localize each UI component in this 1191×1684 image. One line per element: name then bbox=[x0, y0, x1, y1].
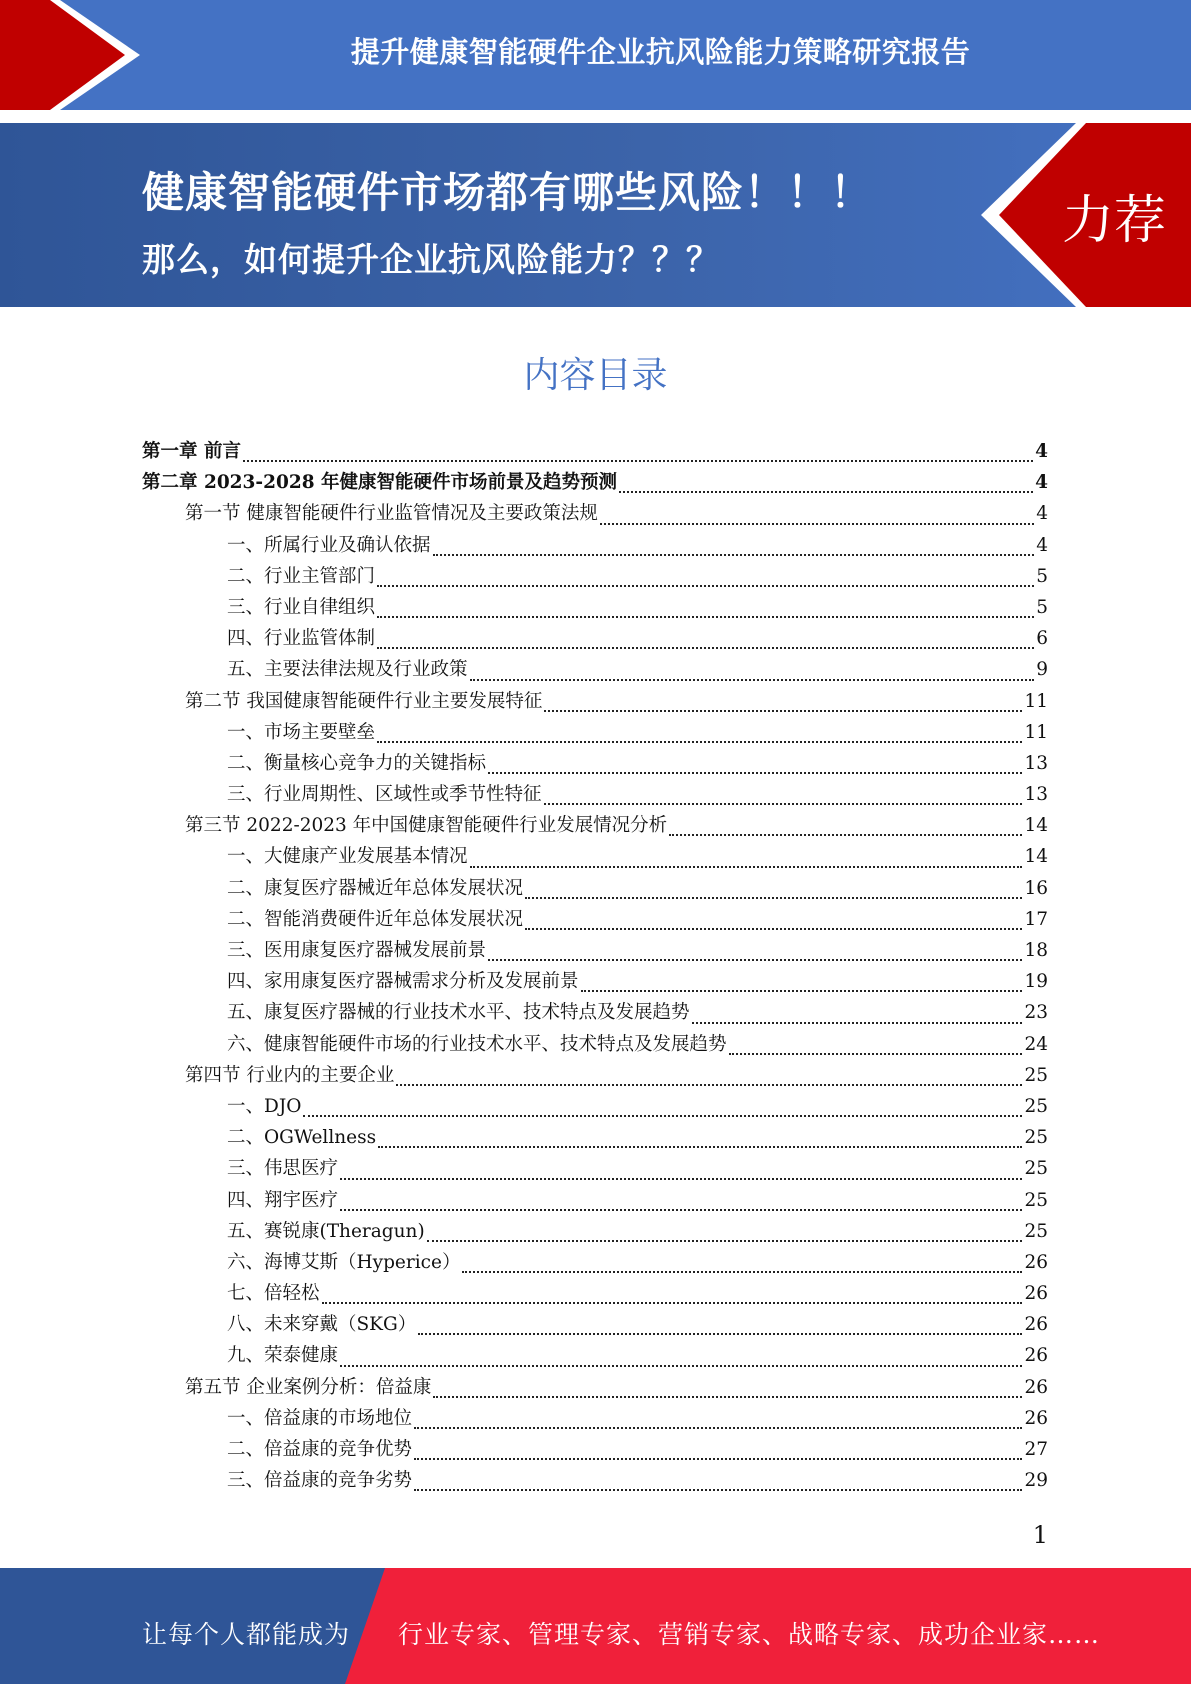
toc-dot-leader bbox=[488, 772, 1022, 774]
toc-dot-leader bbox=[544, 710, 1022, 712]
toc-entry-page: 5 bbox=[1036, 565, 1048, 587]
toc-dot-leader bbox=[377, 647, 1034, 649]
toc-entry-page: 26 bbox=[1024, 1314, 1048, 1336]
toc-entry[interactable] bbox=[142, 531, 1048, 562]
toc-entry-label: 五、赛锐康(Theragun) bbox=[227, 1220, 425, 1242]
toc-dot-leader bbox=[470, 866, 1023, 868]
toc-entry-page: 17 bbox=[1024, 908, 1048, 930]
toc-entry-label: 二、智能消费硬件近年总体发展状况 bbox=[227, 908, 524, 930]
toc-entry-label: 六、健康智能硬件市场的行业技术水平、技术特点及发展趋势 bbox=[227, 1033, 727, 1055]
toc-dot-leader bbox=[619, 491, 1033, 493]
toc-entry-page: 25 bbox=[1024, 1189, 1048, 1211]
toc-entry[interactable] bbox=[142, 811, 1048, 842]
toc-entry-page: 5 bbox=[1036, 596, 1048, 618]
toc-entry[interactable] bbox=[142, 905, 1048, 936]
toc-entry-page: 13 bbox=[1024, 784, 1048, 806]
toc-entry-label: 第二节 我国健康智能硬件行业主要发展特征 bbox=[185, 690, 543, 712]
toc-entry[interactable] bbox=[142, 998, 1048, 1029]
toc-entry[interactable] bbox=[142, 1341, 1048, 1372]
toc-dot-leader bbox=[340, 1365, 1022, 1367]
toc-entry-label: 二、OGWellness bbox=[227, 1127, 377, 1149]
toc-dot-leader bbox=[340, 1178, 1022, 1180]
toc-entry-label: 五、康复医疗器械的行业技术水平、技术特点及发展趋势 bbox=[227, 1002, 690, 1024]
toc-entry-page: 25 bbox=[1024, 1127, 1048, 1149]
toc-entry[interactable] bbox=[142, 1248, 1048, 1279]
toc-dot-leader bbox=[243, 460, 1033, 462]
toc-dot-leader bbox=[544, 803, 1023, 805]
toc-dot-leader bbox=[692, 1022, 1023, 1024]
toc-entry-label: 第三节 2022-2023 年中国健康智能硬件行业发展情况分析 bbox=[185, 815, 668, 837]
toc-entry[interactable] bbox=[142, 1092, 1048, 1123]
toc-dot-leader bbox=[427, 1240, 1023, 1242]
toc-entry-page: 11 bbox=[1024, 721, 1048, 743]
toc-entry-label: 三、倍益康的竞争劣势 bbox=[227, 1470, 413, 1492]
toc-dot-leader bbox=[418, 1333, 1022, 1335]
toc-entry-label: 三、伟思医疗 bbox=[227, 1158, 339, 1180]
toc-entry-label: 一、大健康产业发展基本情况 bbox=[227, 846, 468, 868]
toc-entry[interactable] bbox=[142, 1404, 1048, 1435]
toc-entry-page: 26 bbox=[1024, 1376, 1048, 1398]
toc-entry-label: 三、医用康复医疗器械发展前景 bbox=[227, 940, 487, 961]
toc-dot-leader bbox=[377, 741, 1022, 743]
toc-dot-leader bbox=[340, 1209, 1022, 1211]
toc-dot-leader bbox=[414, 1458, 1022, 1460]
toc-entry[interactable] bbox=[142, 499, 1048, 530]
toc-dot-leader bbox=[488, 959, 1022, 961]
footer-slogan-right: 行业专家、管理专家、营销专家、战略专家、成功企业家…… bbox=[398, 1620, 1101, 1649]
toc-entry-label: 九、荣泰健康 bbox=[227, 1345, 339, 1367]
toc-dot-leader bbox=[600, 523, 1034, 525]
toc-entry-page: 23 bbox=[1024, 1002, 1048, 1024]
toc-entry-page: 4 bbox=[1035, 472, 1048, 494]
toc-entry-page: 26 bbox=[1024, 1283, 1048, 1305]
toc-entry-label: 一、所属行业及确认依据 bbox=[227, 534, 431, 556]
toc-dot-leader bbox=[433, 1396, 1022, 1398]
toc-entry-page: 18 bbox=[1024, 940, 1048, 961]
toc-entry[interactable] bbox=[142, 1373, 1048, 1404]
toc-entry-label: 第一节 健康智能硬件行业监管情况及主要政策法规 bbox=[185, 503, 598, 525]
toc-entry-page: 14 bbox=[1024, 846, 1048, 868]
toc-entry-label: 一、倍益康的市场地位 bbox=[227, 1407, 413, 1429]
toc-entry[interactable] bbox=[142, 1061, 1048, 1092]
toc-entry[interactable] bbox=[142, 1279, 1048, 1310]
toc-dot-leader bbox=[396, 1084, 1022, 1086]
toc-dot-leader bbox=[525, 928, 1022, 930]
red-arrow-icon bbox=[0, 0, 150, 110]
recommend-badge-label: 力荐 bbox=[1062, 191, 1167, 251]
toc-entry-page: 9 bbox=[1036, 659, 1048, 681]
hero-headline: 健康智能硬件市场都有哪些风险！！！ bbox=[142, 168, 874, 217]
toc-entry-page: 26 bbox=[1024, 1407, 1048, 1429]
toc-entry[interactable] bbox=[142, 1435, 1048, 1466]
toc-dot-leader bbox=[581, 990, 1023, 992]
toc-entry[interactable] bbox=[142, 936, 1048, 967]
toc-entry-page: 27 bbox=[1024, 1439, 1048, 1460]
toc-heading: 内容目录 bbox=[523, 355, 668, 396]
toc-dot-leader bbox=[433, 554, 1035, 556]
toc-entry-label: 四、行业监管体制 bbox=[227, 628, 376, 650]
hero-subheadline: 那么，如何提升企业抗风险能力？？？ bbox=[142, 240, 720, 279]
toc-dot-leader bbox=[462, 1271, 1022, 1273]
header-divider bbox=[0, 110, 1191, 123]
toc-dot-leader bbox=[378, 1146, 1022, 1148]
toc-entry[interactable] bbox=[142, 437, 1048, 468]
toc-entry-page: 6 bbox=[1036, 628, 1048, 650]
toc-entry-label: 二、衡量核心竞争力的关键指标 bbox=[227, 752, 487, 774]
toc-entry-page: 14 bbox=[1024, 815, 1048, 837]
toc-entry-page: 13 bbox=[1024, 752, 1048, 774]
toc-entry-page: 4 bbox=[1035, 441, 1048, 462]
toc-entry[interactable] bbox=[142, 468, 1048, 499]
toc-entry-label: 第二章 2023-2028 年健康智能硬件市场前景及趋势预测 bbox=[142, 472, 618, 494]
report-header-band bbox=[0, 0, 1191, 110]
toc-dot-leader bbox=[414, 1427, 1022, 1429]
toc-dot-leader bbox=[729, 1053, 1023, 1055]
toc-entry-page: 24 bbox=[1024, 1033, 1048, 1055]
toc-entry-label: 第五节 企业案例分析：倍益康 bbox=[185, 1376, 432, 1398]
toc-entry[interactable] bbox=[142, 842, 1048, 873]
toc-entry[interactable] bbox=[142, 718, 1048, 749]
toc-entry-page: 25 bbox=[1024, 1095, 1048, 1117]
hero-banner bbox=[0, 123, 1191, 307]
toc-entry-label: 第一章 前言 bbox=[142, 441, 241, 462]
toc-entry-page: 19 bbox=[1024, 971, 1048, 993]
toc-entry[interactable] bbox=[142, 1217, 1048, 1248]
toc-list bbox=[142, 437, 1048, 1497]
toc-entry-page: 25 bbox=[1024, 1158, 1048, 1180]
page-number: 1 bbox=[1032, 1521, 1048, 1549]
toc-entry[interactable] bbox=[142, 1030, 1048, 1061]
toc-dot-leader bbox=[470, 679, 1035, 681]
toc-entry-label: 一、市场主要壁垒 bbox=[227, 721, 376, 743]
toc-entry[interactable] bbox=[142, 1466, 1048, 1497]
toc-entry-label: 三、行业周期性、区域性或季节性特征 bbox=[227, 784, 542, 806]
toc-entry-label: 六、海博艾斯（Hyperice） bbox=[227, 1251, 461, 1273]
footer-slogan-left: 让每个人都能成为 bbox=[142, 1620, 351, 1649]
toc-entry[interactable] bbox=[142, 749, 1048, 780]
toc-entry[interactable] bbox=[142, 655, 1048, 686]
toc-entry[interactable] bbox=[142, 874, 1048, 905]
toc-entry[interactable] bbox=[142, 1310, 1048, 1341]
toc-entry-page: 29 bbox=[1024, 1470, 1048, 1492]
toc-entry-label: 二、倍益康的竞争优势 bbox=[227, 1439, 413, 1460]
toc-entry-label: 一、DJO bbox=[227, 1095, 302, 1117]
toc-entry-page: 25 bbox=[1024, 1220, 1048, 1242]
toc-entry[interactable] bbox=[142, 967, 1048, 998]
toc-entry-label: 二、康复医疗器械近年总体发展状况 bbox=[227, 877, 524, 899]
toc-entry[interactable] bbox=[142, 1154, 1048, 1185]
toc-entry-label: 四、翔宇医疗 bbox=[227, 1189, 339, 1211]
toc-entry-label: 七、倍轻松 bbox=[227, 1283, 320, 1305]
toc-entry-label: 四、家用康复医疗器械需求分析及发展前景 bbox=[227, 971, 579, 993]
toc-entry[interactable] bbox=[142, 624, 1048, 655]
toc-entry[interactable] bbox=[142, 687, 1048, 718]
toc-dot-leader bbox=[669, 834, 1022, 836]
toc-entry[interactable] bbox=[142, 780, 1048, 811]
toc-dot-leader bbox=[414, 1489, 1022, 1491]
toc-entry-label: 五、主要法律法规及行业政策 bbox=[227, 659, 468, 681]
toc-entry-page: 26 bbox=[1024, 1251, 1048, 1273]
report-title: 提升健康智能硬件企业抗风险能力策略研究报告 bbox=[350, 35, 971, 69]
toc-dot-leader bbox=[525, 897, 1022, 899]
toc-entry-label: 第四节 行业内的主要企业 bbox=[185, 1064, 395, 1086]
toc-entry[interactable] bbox=[142, 1186, 1048, 1217]
toc-dot-leader bbox=[303, 1115, 1022, 1117]
toc-entry-label: 八、未来穿戴（SKG） bbox=[227, 1314, 417, 1336]
toc-entry-page: 16 bbox=[1024, 877, 1048, 899]
toc-dot-leader bbox=[377, 585, 1034, 587]
toc-entry[interactable] bbox=[142, 562, 1048, 593]
toc-entry-page: 25 bbox=[1024, 1064, 1048, 1086]
toc-entry-page: 4 bbox=[1036, 534, 1048, 556]
toc-entry-label: 三、行业自律组织 bbox=[227, 596, 376, 618]
toc-entry-page: 11 bbox=[1024, 690, 1048, 712]
toc-entry[interactable] bbox=[142, 1123, 1048, 1154]
toc-entry-page: 26 bbox=[1024, 1345, 1048, 1367]
toc-dot-leader bbox=[377, 616, 1034, 618]
toc-entry[interactable] bbox=[142, 593, 1048, 624]
toc-entry-label: 二、行业主管部门 bbox=[227, 565, 376, 587]
toc-entry-page: 4 bbox=[1036, 503, 1048, 525]
toc-dot-leader bbox=[322, 1302, 1023, 1304]
